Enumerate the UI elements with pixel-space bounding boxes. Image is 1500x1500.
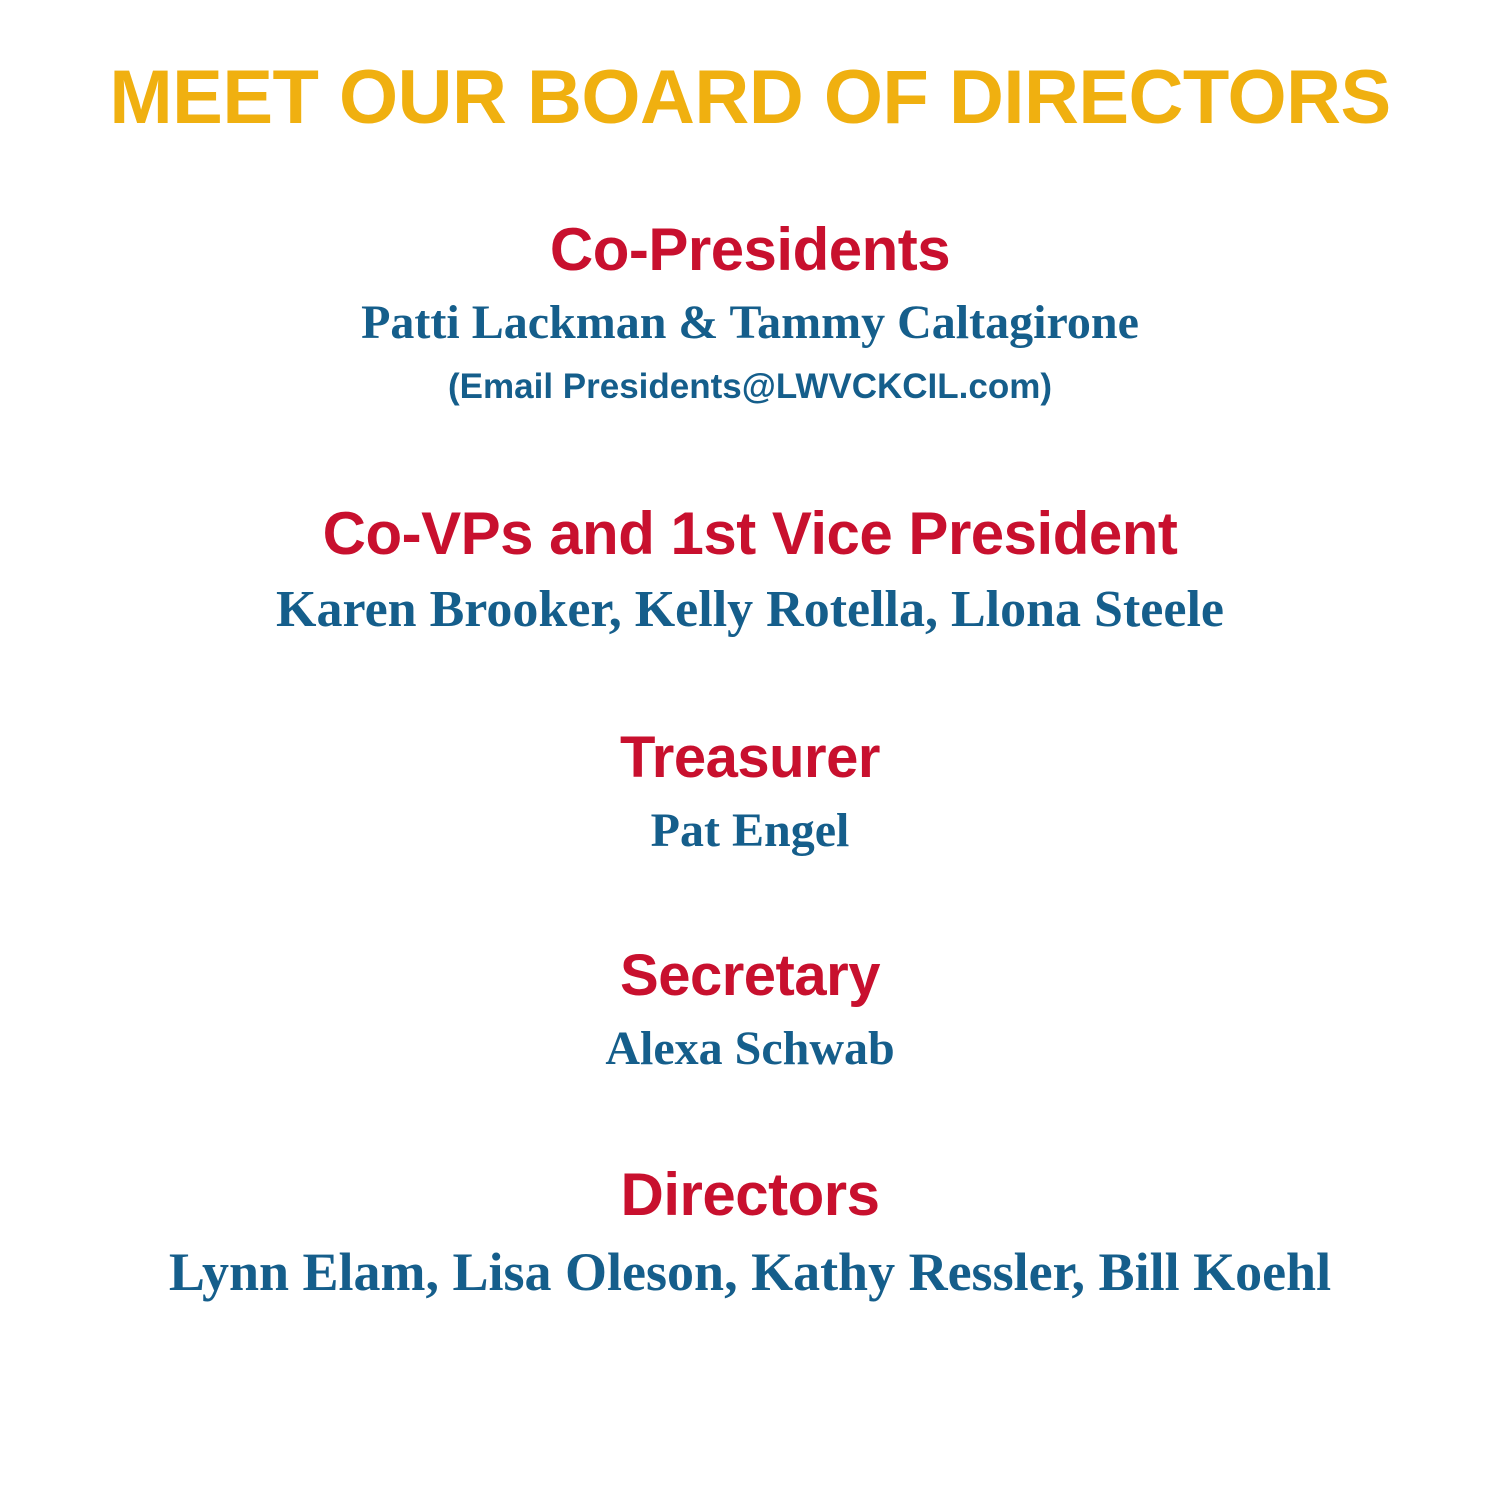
contact-email-note: (Email Presidents@LWVCKCIL.com) (448, 366, 1052, 406)
role-title: Secretary (620, 942, 880, 1008)
role-names: Patti Lackman & Tammy Caltagirone (361, 295, 1139, 349)
role-title: Co-VPs and 1st Vice President (322, 499, 1178, 567)
board-section-treasurer (60, 726, 1440, 860)
role-title: Directors (620, 1161, 880, 1229)
role-names: Alexa Schwab (605, 1021, 895, 1075)
board-section-directors (60, 1161, 1440, 1304)
role-names: Karen Brooker, Kelly Rotella, Llona Steele (276, 580, 1224, 638)
role-title: Treasurer (620, 725, 880, 791)
board-section-secretary (60, 944, 1440, 1078)
board-sections (60, 216, 1440, 1304)
board-section-co-vps (60, 500, 1440, 641)
role-names: Lynn Elam, Lisa Oleson, Kathy Ressler, Bill Koehl (168, 1241, 1332, 1302)
role-names: Pat Engel (650, 804, 850, 858)
page-title: MEET OUR BOARD OF DIRECTORS (109, 55, 1391, 140)
role-title: Co-Presidents (549, 215, 951, 283)
board-section-co-presidents (60, 216, 1440, 408)
